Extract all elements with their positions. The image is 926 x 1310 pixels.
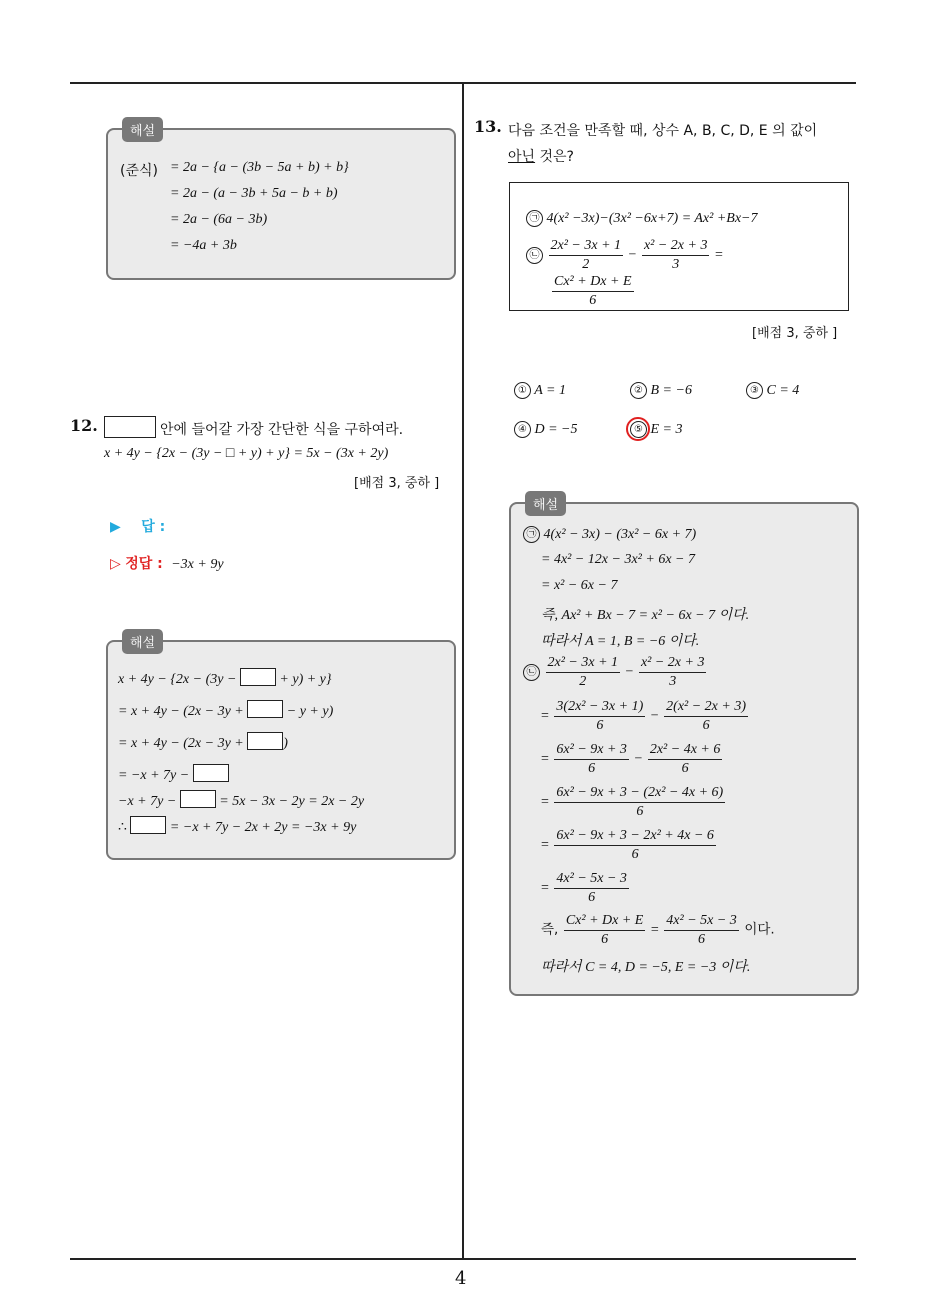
solution-tag: 해설 [122, 629, 163, 654]
sol13-line: = x² − 6x − 7 [541, 578, 618, 593]
solution-line: = −4a + 3b [170, 238, 237, 253]
solution-tag: 해설 [122, 117, 163, 142]
solution-tag: 해설 [525, 491, 566, 516]
solution-line-4: = −x + 7y − [118, 764, 229, 784]
solution-prefix: (준식) [120, 163, 158, 179]
question-prompt: 다음 조건을 만족할 때, 상수 A, B, C, D, E 의 값이 [508, 123, 818, 139]
solution-line: = 2a − (a − 3b + 5a − b + b) [170, 186, 338, 201]
sol13-line: ㉠ 4(x² − 3x) − (3x² − 6x + 7) [523, 526, 696, 543]
choice-1[interactable]: ① A = 1 [514, 382, 566, 399]
sol13-frac-2: = $\frac{\text{3(2x² − 3x + 1)}}{6}$ − $\frac{\text{2(x² − 2x + 3)}}{6}$ [541, 699, 746, 733]
sol13-frac-3: = $\frac{\text{6x² − 9x + 3}}{6}$ − $\frac{\text{2x² − 4x + 6}}{6}$ [541, 742, 721, 776]
sol13-line: 따라서 C = 4, D = −5, E = −3 이다. [541, 960, 751, 975]
question-prompt: 안에 들어갈 가장 간단한 식을 구하여라. [160, 422, 404, 438]
condition-1: ㉠ 4(x² −3x)−(3x² −6x+7) = Ax² +Bx−7 [526, 210, 758, 227]
sol13-line: 즉, Ax² + Bx − 7 = x² − 6x − 7 이다. [541, 608, 750, 623]
sol13-line: = 4x² − 12x − 3x² + 6x − 7 [541, 552, 695, 567]
solution-line-2: = x + 4y − (2x − 3y + − y + y) [118, 700, 333, 720]
choice-5[interactable]: ⑤ E = 3 [630, 421, 683, 438]
solution-line: = 2a − {a − (3b − 5a + b) + b} [170, 160, 349, 175]
score-label: [배점 3, 중하 ] [752, 326, 838, 341]
correct-value: −3x + 9y [171, 557, 224, 572]
question-equation: x + 4y − {2x − (3y − □ + y) + y} = 5x − (3x + 2y) [104, 446, 389, 461]
choice-3[interactable]: ③ C = 4 [746, 382, 799, 399]
question-number: 12. [70, 416, 98, 435]
solution-line-5: −x + 7y − = 5x − 3x − 2y = 2x − 2y [118, 790, 364, 810]
sol13-line: 따라서 A = 1, B = −6 이다. [541, 634, 700, 649]
page-number: 4 [455, 1268, 467, 1289]
choice-2[interactable]: ② B = −6 [630, 382, 692, 399]
bottom-rule [70, 1258, 856, 1260]
score-label: [배점 3, 중하 ] [354, 476, 440, 491]
answer-label: 답 : [141, 519, 166, 535]
correct-answer-row [110, 553, 224, 573]
answer-blank-box [104, 416, 156, 438]
choice-4[interactable]: ④ D = −5 [514, 421, 578, 438]
solution-box-11 [106, 124, 456, 280]
question-number: 13. [474, 117, 502, 136]
play-icon: ▶ [110, 519, 121, 535]
condition-2: ㉡ $\frac{\text{2x² − 3x + 1}}{2}$ − $\frac{\text{x² − 2x + 3}}{3}$ = [526, 237, 723, 274]
sol13-frac-7: 즉, $\frac{\text{Cx² + Dx + E}}{6}$ = $\frac{\text{4x² − 5x − 3}}{6}$ 이다. [541, 913, 775, 947]
selected-answer-circle [626, 417, 650, 441]
condition-2-rhs: $\frac{\text{Cx² + Dx + E}}{6}$ [554, 274, 632, 308]
solution-line: = 2a − (6a − 3b) [170, 212, 268, 227]
sol13-frac-5: = $\frac{\text{6x² − 9x + 3 − 2x² + 4x − 6}}{6}$ [541, 828, 714, 862]
solution-line-6: ∴ = −x + 7y − 2x + 2y = −3x + 9y [118, 816, 356, 836]
solution-box-12 [106, 636, 456, 860]
sol13-frac-1: ㉡ $\frac{\text{2x² − 3x + 1}}{2}$ − $\frac{\text{x² − 2x + 3}}{3}$ [523, 654, 708, 691]
answer-row [110, 516, 165, 536]
cond-mark: ㉡ [526, 247, 543, 264]
solution-box-13 [509, 498, 859, 996]
correct-label: 정답 : [125, 556, 163, 572]
solution-line-3: = x + 4y − (2x − 3y + ) [118, 732, 288, 752]
condition-box [509, 182, 849, 311]
cond-mark: ㉠ [526, 210, 543, 227]
question-prompt-2: 아닌 것은? [508, 149, 574, 165]
column-divider [462, 82, 464, 1258]
sol13-frac-4: = $\frac{\text{6x² − 9x + 3 − (2x² − 4x + 6)}}{6}$ [541, 785, 724, 819]
solution-line-1: x + 4y − {2x − (3y − + y) + y} [118, 668, 332, 688]
sol13-frac-6: = $\frac{\text{4x² − 5x − 3}}{6}$ [541, 871, 627, 905]
outline-triangle-icon: ▷ [110, 556, 121, 572]
